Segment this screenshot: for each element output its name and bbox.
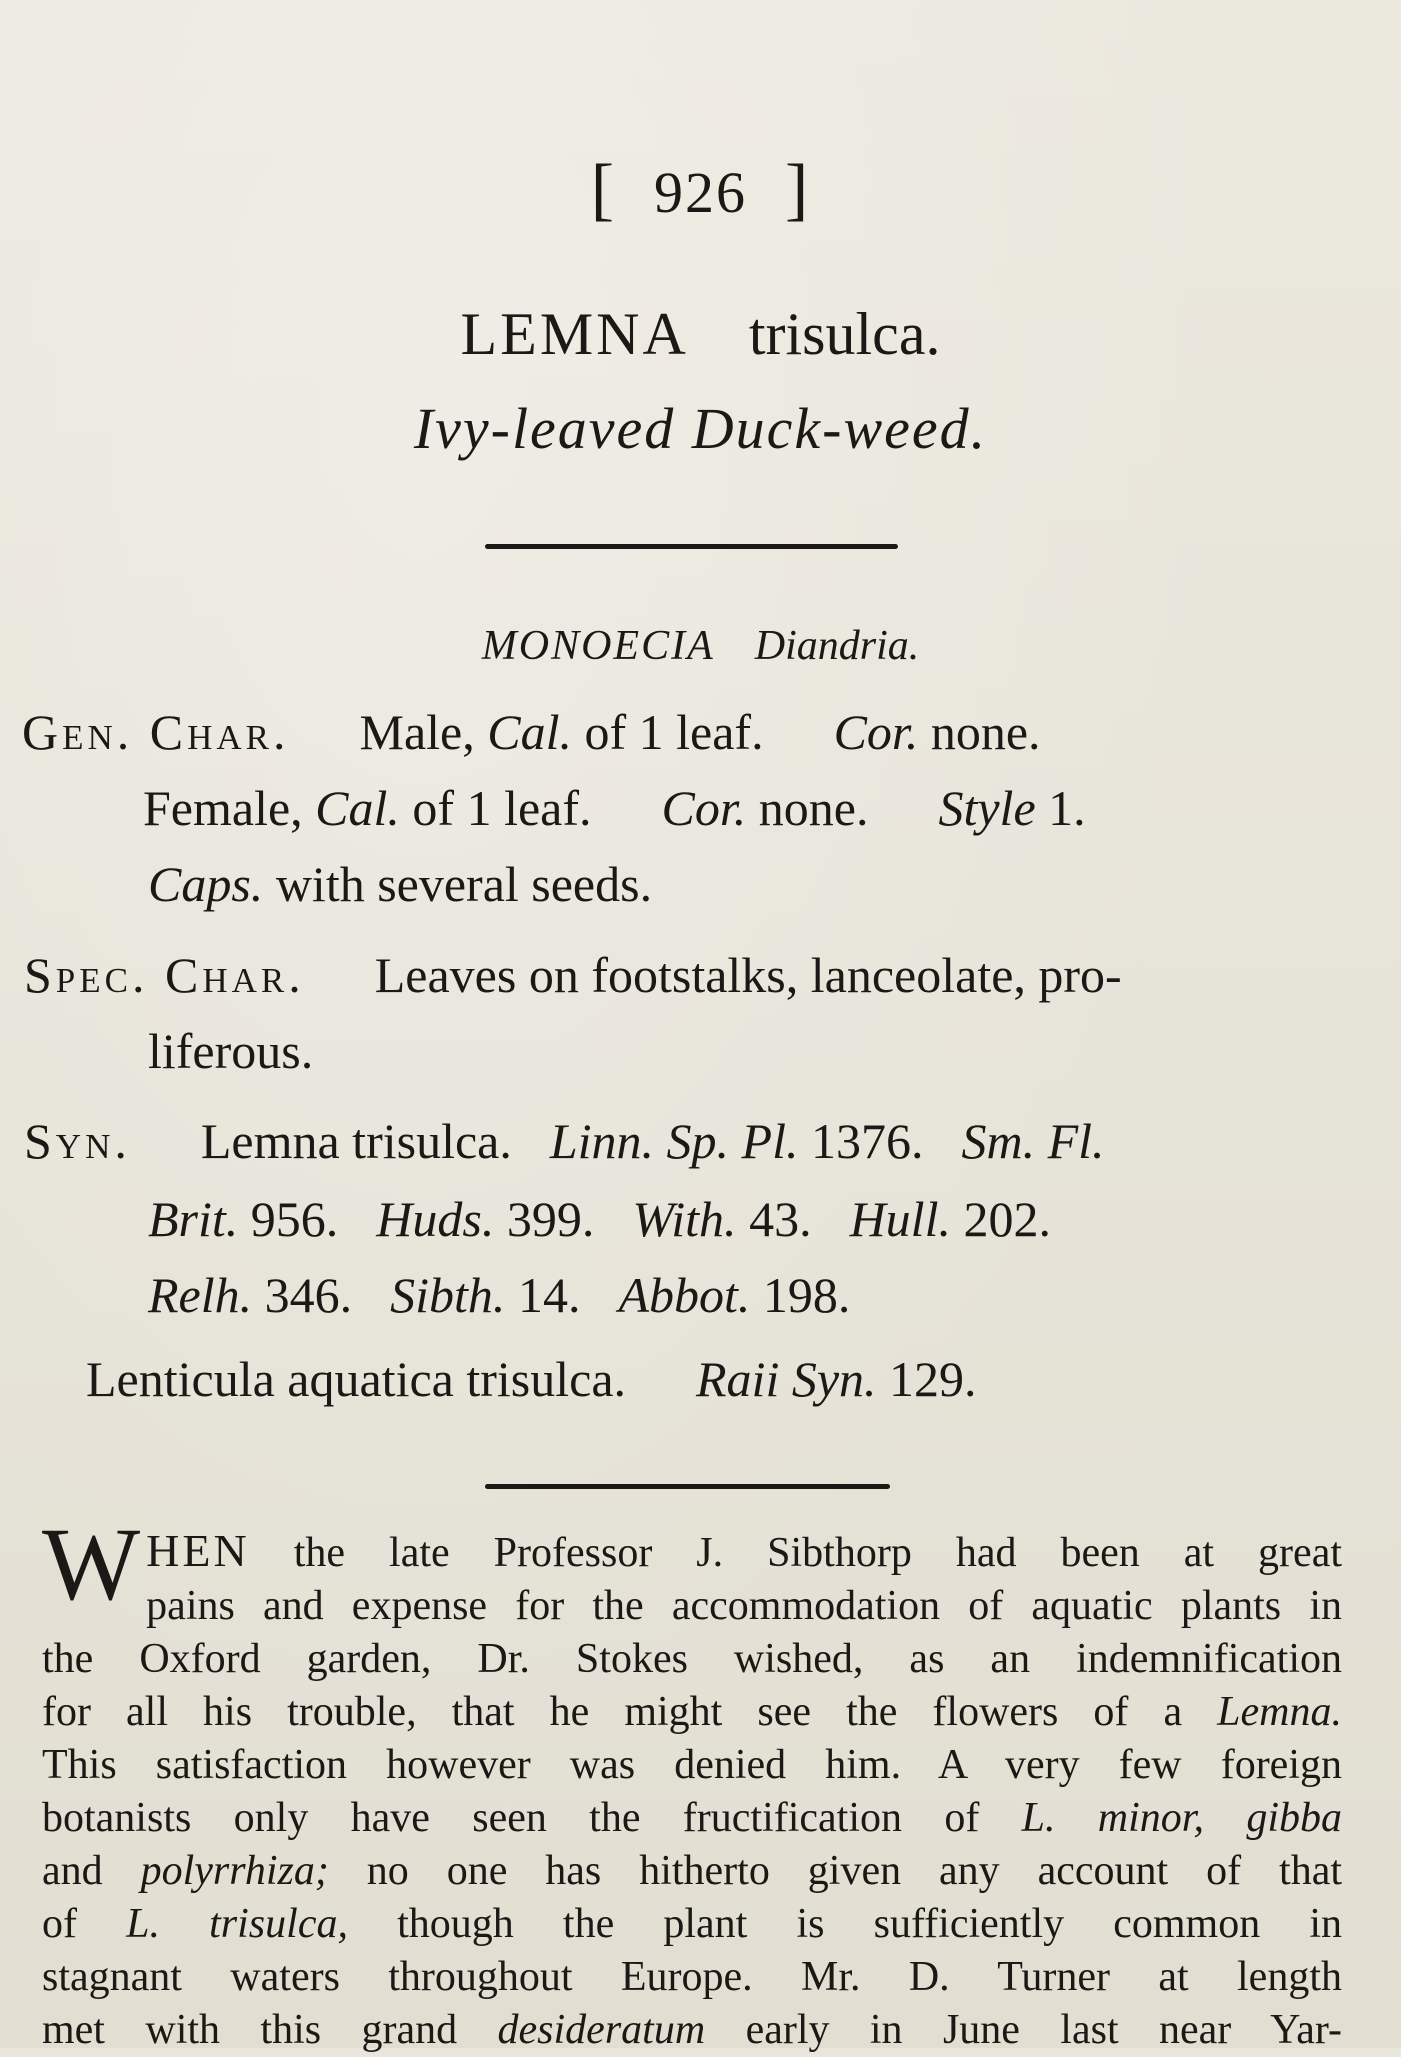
gen-char-text: none. — [930, 704, 1041, 760]
body-line-2: pains and expense for the accommodation of aquatic plants in — [146, 1583, 1342, 1629]
body-italic: Lemna. — [1217, 1689, 1342, 1735]
spec-char-text: Leaves on footstalks, lanceolate, pro- — [374, 947, 1122, 1003]
body-line-8 — [42, 1898, 1342, 1951]
bottom-divider — [485, 1484, 890, 1489]
gen-char-text: none. — [758, 780, 869, 836]
syn-ref: Sibth. — [390, 1267, 506, 1323]
syn-num: 202. — [963, 1191, 1051, 1247]
spec-char-line-1 — [24, 946, 1122, 1004]
syn-num: 43. — [749, 1191, 812, 1247]
syn-ref: Linn. Sp. Pl. — [549, 1113, 799, 1169]
spec-char-line-2 — [148, 1022, 313, 1080]
syn-num: 1376. — [811, 1113, 924, 1169]
order-name: Diandria. — [754, 623, 920, 669]
syn-ref: Abbot. — [618, 1267, 751, 1323]
gen-char-cal: Cal. — [315, 780, 400, 836]
gen-char-caps: Caps. — [148, 856, 264, 912]
syn-num: 956. — [250, 1191, 339, 1247]
body-line-9: stagnant waters throughout Europe. Mr. D. Turner at length — [42, 1954, 1342, 2000]
bracket-close: ] — [785, 151, 811, 228]
syn-num: 129. — [889, 1351, 977, 1407]
body-paragraph — [42, 1507, 1343, 2057]
syn-ref: Brit. — [148, 1191, 239, 1247]
body-text: for all his trouble, that he might see the flowers of a — [42, 1689, 1183, 1735]
spec-char-label: Spec. Char. — [24, 947, 305, 1003]
gen-char-text: Female, — [143, 780, 303, 836]
body-text: of — [42, 1901, 77, 1947]
body-text: botanists only have seen the fructification of — [42, 1795, 980, 1841]
syn-ref: Sm. Fl. — [961, 1113, 1105, 1169]
body-line-7 — [42, 1845, 1342, 1898]
gen-char-cor: Cor. — [833, 704, 919, 760]
body-line-5: This satisfaction however was denied him. A very few foreign — [42, 1742, 1342, 1788]
spec-char-text: liferous. — [148, 1023, 314, 1079]
syn-line-2 — [148, 1190, 1051, 1248]
syn-num: 346. — [264, 1267, 353, 1323]
body-line-4 — [42, 1686, 1342, 1739]
syn-name: Lenticula aquatica trisulca. — [86, 1351, 627, 1407]
species-title — [0, 300, 1401, 369]
genus-name: LEMNA — [460, 301, 689, 367]
syn-name: Lemna trisulca. — [200, 1113, 512, 1169]
body-italic: polyrrhiza; — [140, 1848, 329, 1894]
gen-char-text: of 1 leaf. — [412, 780, 592, 836]
syn-ref: Huds. — [376, 1191, 495, 1247]
syn-num: 14. — [517, 1267, 581, 1323]
body-italic: L. trisulca, — [126, 1901, 348, 1947]
drop-cap: W — [42, 1507, 141, 1622]
lead-caps: HEN — [146, 1525, 250, 1576]
body-italic: desideratum — [497, 2007, 706, 2053]
syn-ref: Relh. — [148, 1267, 253, 1323]
body-text: and — [42, 1848, 103, 1894]
body-text: no one has hitherto given any account of that — [366, 1848, 1343, 1894]
body-line-3: the Oxford garden, Dr. Stokes wished, as an indemnification — [42, 1636, 1342, 1682]
gen-char-line-3 — [148, 855, 652, 913]
body-text: early in June last near Yar- — [745, 2007, 1343, 2053]
syn-ref: Hull. — [849, 1191, 951, 1247]
body-text: the late Professor J. Sibthorp had been at great — [293, 1530, 1342, 1576]
body-line-6 — [42, 1792, 1342, 1845]
body-italic: L. minor, — [1021, 1795, 1205, 1841]
syn-ref: Raii Syn. — [696, 1351, 877, 1407]
gen-char-style: Style — [938, 780, 1036, 836]
page-number-value: 926 — [654, 160, 747, 225]
body-line-1 — [42, 1520, 1342, 1580]
gen-char-line-1 — [22, 703, 1041, 761]
body-line-10 — [42, 2004, 1342, 2057]
common-name: Ivy-leaved Duck-weed. — [413, 396, 988, 461]
gen-char-text: Male, — [359, 704, 475, 760]
syn-label: Syn. — [24, 1113, 131, 1169]
syn-line-3 — [148, 1266, 850, 1324]
gen-char-text: 1. — [1048, 780, 1086, 836]
gen-char-line-2 — [143, 779, 1086, 837]
class-name: MONOECIA — [481, 623, 715, 669]
gen-char-text: of 1 leaf. — [584, 704, 764, 760]
classification — [0, 622, 1401, 670]
gen-char-text: with several seeds. — [275, 856, 653, 912]
gen-char-cal: Cal. — [487, 704, 572, 760]
gen-char-cor: Cor. — [661, 780, 747, 836]
body-text: though the plant is sufficiently common in — [397, 1901, 1343, 1947]
syn-ref: With. — [632, 1191, 737, 1247]
species-epithet: trisulca. — [748, 301, 941, 367]
syn-line-4 — [86, 1350, 977, 1408]
body-italic: gibba — [1246, 1795, 1342, 1841]
syn-num: 399. — [506, 1191, 595, 1247]
syn-line-1 — [24, 1112, 1105, 1170]
page-number — [0, 150, 1401, 230]
top-divider — [485, 544, 898, 549]
bracket-open: [ — [590, 151, 616, 228]
syn-num: 198. — [762, 1267, 851, 1323]
gen-char-label: Gen. Char. — [22, 704, 290, 760]
body-text: met with this grand — [42, 2007, 458, 2053]
